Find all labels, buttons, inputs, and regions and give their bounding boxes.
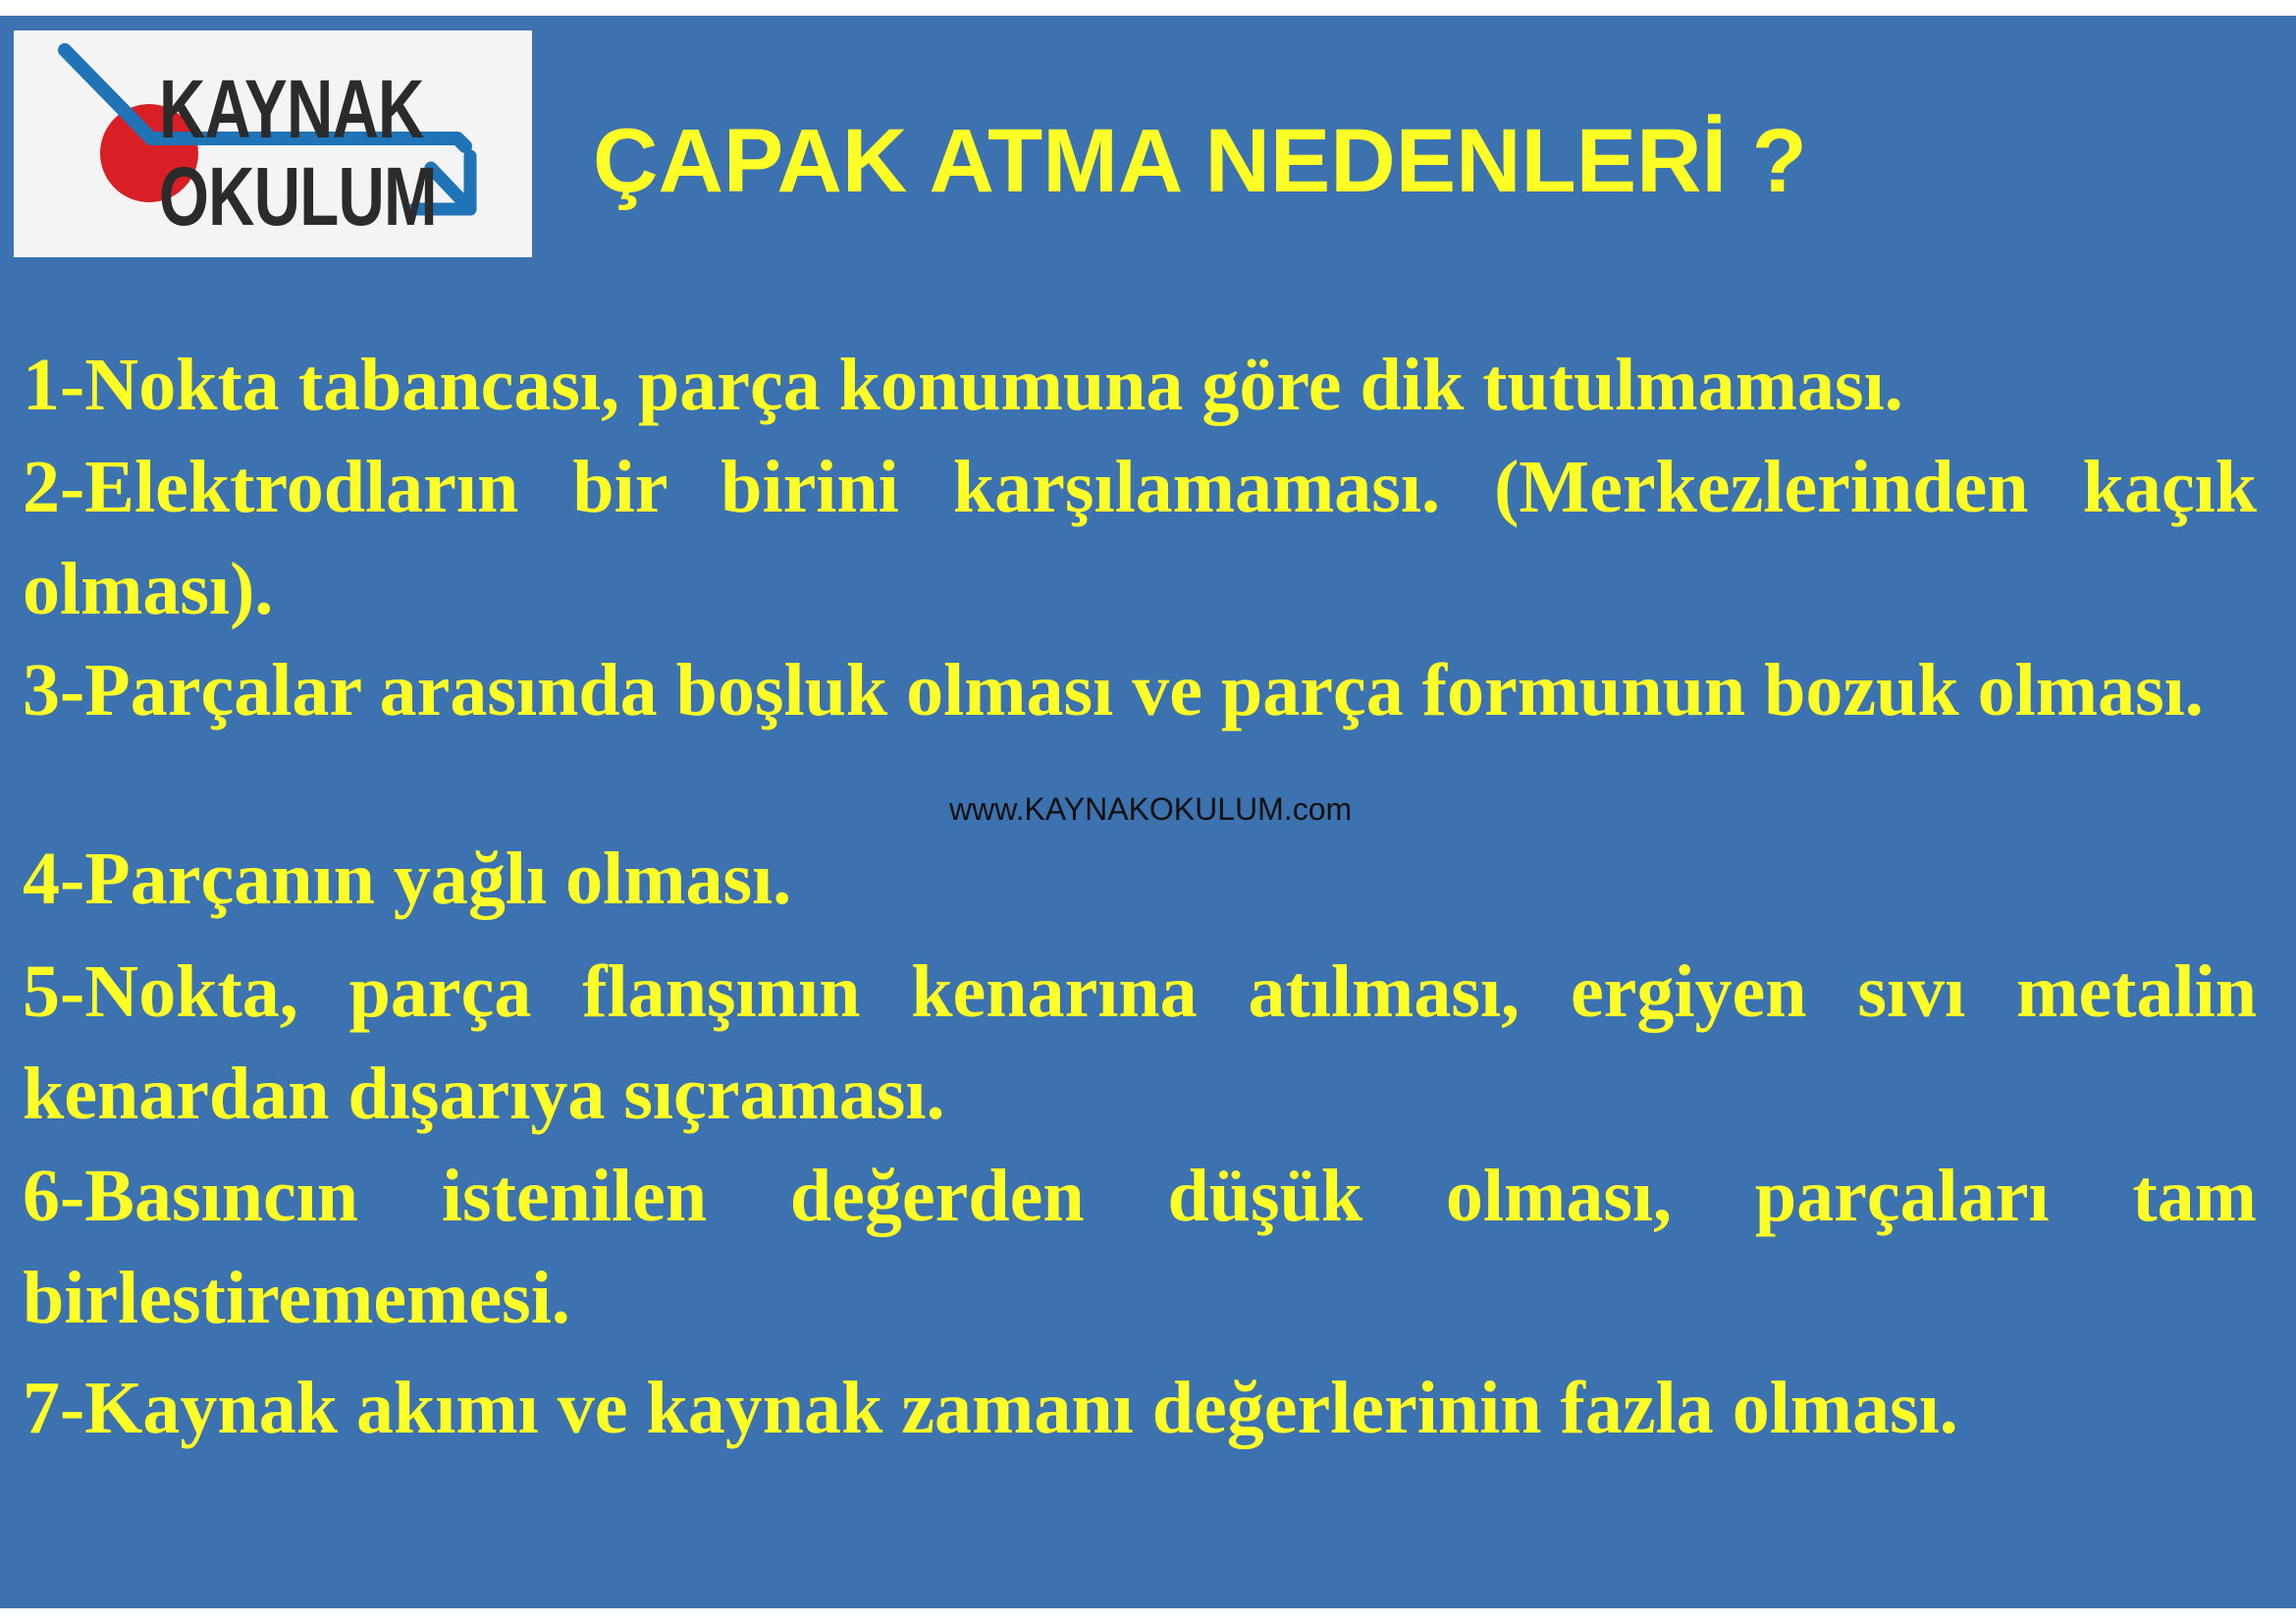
list-item-6: 6-Basıncın istenilen değerden düşük olması, parçaları tam birlestirememesi. (23, 1155, 2257, 1339)
kaynak-okulum-logo (14, 30, 532, 257)
list-item-5: 5-Nokta, parça flanşının kenarına atılması, ergiyen sıvı metalin kenardan dışarıya sıçraması. (23, 950, 2257, 1135)
list-item-3: 3-Parçalar arasında boşluk olması ve parça formunun bozuk olması. (23, 649, 2204, 731)
logo-word-okulum: OKULUM (159, 150, 437, 243)
watermark-url: www.KAYNAKOKULUM.com (949, 791, 1353, 827)
list-item-4: 4-Parçanın yağlı olması. (23, 838, 792, 920)
list-item-2: 2-Elektrodların bir birini karşılamaması. (Merkezlerinden kaçık olması). (23, 446, 2257, 630)
list-item-1: 1-Nokta tabancası, parça konumuna göre dik tutulmaması. (23, 344, 1903, 426)
list-item-7: 7-Kaynak akımı ve kaynak zamanı değerlerinin fazla olması. (23, 1367, 1958, 1449)
page-title: ÇAPAK ATMA NEDENLERİ ? (593, 111, 1807, 211)
logo-word-kaynak: KAYNAK (159, 63, 424, 155)
